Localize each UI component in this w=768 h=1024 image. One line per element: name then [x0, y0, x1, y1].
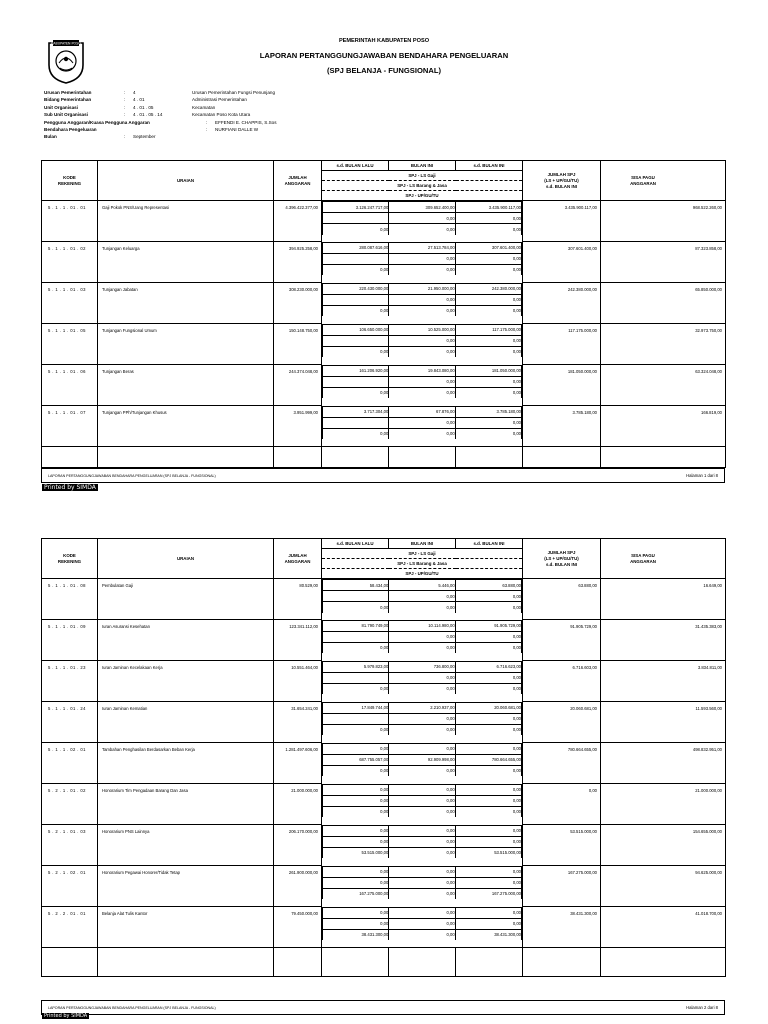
sisa-pagu: 3.834.811,00 — [601, 661, 726, 702]
jumlah-anggaran: 261.900.000,00 — [274, 866, 322, 907]
spj-breakdown — [322, 907, 523, 948]
kode-rekening: 5 . 1 . 1 . 01 . 01 — [42, 201, 98, 242]
kode-rekening: 5 . 2 . 1 . 01 . 02 — [42, 784, 98, 825]
col-kode: KODE REKENING — [42, 161, 98, 201]
spj-value: 0,00 — [455, 683, 521, 694]
spj-value: 81.790.749,00 — [323, 620, 389, 631]
spj-value: 3.717.304,00 — [323, 406, 389, 417]
sisa-pagu: 31.435.383,00 — [601, 620, 726, 661]
col-sd-bulan-lalu: s.d. BULAN LALU — [322, 161, 389, 171]
table-row — [42, 201, 726, 242]
jumlah-spj: 91.905.729,00 — [523, 620, 601, 661]
info-code: 4 . 01 . 05 . 14 — [133, 112, 163, 118]
spj-breakdown — [322, 406, 523, 447]
spj-value: 167.275.000,00 — [323, 888, 389, 899]
jumlah-anggaran: 123.341.112,00 — [274, 620, 322, 661]
spj-breakdown — [322, 784, 523, 825]
spj-value: 0,00 — [323, 642, 389, 653]
jumlah-spj: 6.716.603,00 — [523, 661, 601, 702]
spj-value: 0,00 — [389, 376, 455, 387]
spj-value: 0,00 — [389, 784, 455, 795]
spj-value: 0,00 — [455, 213, 521, 224]
info-name: Kecamatan — [192, 104, 216, 110]
kode-rekening: 5 . 1 . 1 . 01 . 08 — [42, 579, 98, 620]
spj-breakdown — [322, 365, 523, 406]
spj-value: 0,00 — [389, 631, 455, 642]
spj-value: 0,00 — [455, 672, 521, 683]
spj-value: 0,00 — [389, 642, 455, 653]
spj-value: 0,00 — [323, 907, 389, 918]
footer-label: LAPORAN PERTANGGUNGJAWABAN BENDAHARA PENGELUARAN (SPJ BELANJA - FUNGSIONAL) — [48, 1006, 216, 1010]
spj-value: 38.431.300,00 — [323, 929, 389, 940]
poso-regency-logo — [45, 37, 87, 85]
col-uraian: URAIAN — [98, 161, 274, 201]
spj-value: 0,00 — [455, 631, 521, 642]
info-label: Unit Organisasi — [44, 104, 78, 110]
spj-value: 0,00 — [389, 602, 455, 613]
sisa-pagu: 65.850.000,00 — [601, 283, 726, 324]
spj-value: 0,00 — [323, 795, 389, 806]
info-name: Kecamatan Poso Kota Utara — [192, 112, 251, 118]
info-value: NURFIANI DALLE W — [215, 126, 259, 132]
spj-value: 0,00 — [389, 918, 455, 929]
spj-value: 0,00 — [389, 825, 455, 836]
jumlah-anggaran: 244.374.048,00 — [274, 365, 322, 406]
col-jumlah-spj: JUMLAH SPJ (LS + UP/GU/TU) s.d. BULAN INI — [523, 161, 601, 201]
spj-value: 0,00 — [455, 253, 521, 264]
spj-breakdown — [322, 283, 523, 324]
info-label: Bulan — [44, 134, 57, 140]
spj-value: 0,00 — [389, 907, 455, 918]
spj-value: 0,00 — [389, 305, 455, 316]
jumlah-anggaran: 4.396.422.377,00 — [274, 201, 322, 242]
spj-value: 0,00 — [389, 264, 455, 275]
empty-row — [42, 948, 726, 977]
table-row — [42, 825, 726, 866]
info-label: Urusan Pemerintahan — [44, 90, 92, 95]
spj-value: 5.446,00 — [389, 580, 455, 591]
spj-value: 53.515.000,00 — [323, 847, 389, 858]
spj-value: 0,00 — [455, 877, 521, 888]
spj-value: 242.380.000,00 — [455, 283, 521, 294]
spj-value: 0,00 — [455, 836, 521, 847]
spj-value: 0,00 — [455, 806, 521, 817]
spj-value: 0,00 — [455, 264, 521, 275]
spj-table-page2 — [41, 538, 726, 977]
kode-rekening: 5 . 2 . 1 . 01 . 03 — [42, 825, 98, 866]
page-footer — [41, 468, 725, 483]
spj-value: 0,00 — [455, 417, 521, 428]
spj-value: 0,00 — [323, 825, 389, 836]
spj-value: 309.652.400,00 — [389, 202, 455, 213]
info-code: 4 . 01 — [133, 97, 145, 103]
spj-value: 0,00 — [455, 294, 521, 305]
spj-breakdown — [322, 579, 523, 620]
spj-value: 0,00 — [455, 335, 521, 346]
svg-text:KABUPATEN POSO: KABUPATEN POSO — [51, 41, 81, 46]
spj-value: 0,00 — [455, 907, 521, 918]
col-sd-bulan-lalu: s.d. BULAN LALU — [322, 539, 389, 549]
spj-value: 0,00 — [455, 591, 521, 602]
spj-value: 0,00 — [455, 724, 521, 735]
spj-value: 280.087.616,00 — [323, 242, 389, 253]
table-row — [42, 907, 726, 948]
sisa-pagu: 154.655.000,00 — [601, 825, 726, 866]
gov-title: PEMERINTAH KABUPATEN POSO — [338, 38, 430, 44]
spj-value: 181.050.000,00 — [455, 365, 521, 376]
spj-breakdown — [322, 324, 523, 365]
spj-value: 0,00 — [323, 765, 389, 776]
spj-value: 38.431.300,00 — [455, 929, 521, 940]
sisa-pagu: 87.323.858,00 — [601, 242, 726, 283]
footer-label: LAPORAN PERTANGGUNGJAWABAN BENDAHARA PENGELUARAN (SPJ BELANJA - FUNGSIONAL) — [48, 474, 216, 478]
col-uraian: URAIAN — [98, 539, 274, 579]
jumlah-anggaran: 150.148.750,00 — [274, 324, 322, 365]
info-code: 4 — [133, 90, 136, 95]
jumlah-anggaran: 308.230.000,00 — [274, 283, 322, 324]
spj-breakdown — [322, 702, 523, 743]
info-label: Sub Unit Organisasi — [44, 112, 88, 118]
page-number: Halaman 1 dari 8 — [686, 473, 718, 478]
spj-value: 21.950.000,00 — [389, 283, 455, 294]
spj-value: 0,00 — [323, 724, 389, 735]
uraian: Tunjangan Keluarga — [98, 242, 274, 283]
spj-breakdown — [322, 866, 523, 907]
spj-value: 0,00 — [389, 387, 455, 398]
table-row — [42, 579, 726, 620]
col-anggaran: JUMLAH ANGGARAN — [274, 539, 322, 579]
kode-rekening: 5 . 1 . 1 . 02 . 01 — [42, 743, 98, 784]
jumlah-spj: 20.060.681,00 — [523, 702, 601, 743]
spj-value: 0,00 — [389, 866, 455, 877]
spj-value: 0,00 — [389, 417, 455, 428]
uraian: Honorarium Pegawai Honorer/Tidak Tetap — [98, 866, 274, 907]
table-row — [42, 365, 726, 406]
info-value: EFFENDI E. CHAPPIS, S.Sos — [215, 119, 277, 125]
spj-value: 0,00 — [323, 806, 389, 817]
table-row — [42, 784, 726, 825]
col-sd-bulan-ini: s.d. BULAN INI — [456, 161, 523, 171]
spj-value: 0,00 — [389, 743, 455, 754]
spj-value: 0,00 — [455, 428, 521, 439]
spj-value: 0,00 — [389, 847, 455, 858]
spj-value: 0,00 — [323, 602, 389, 613]
jumlah-anggaran: 79.450.000,00 — [274, 907, 322, 948]
table-row — [42, 661, 726, 702]
sisa-pagu: 63.324.048,00 — [601, 365, 726, 406]
spj-breakdown — [322, 620, 523, 661]
spj-value: 0,00 — [455, 346, 521, 357]
spj-value — [323, 713, 389, 724]
spj-value: 0,00 — [323, 428, 389, 439]
spj-value: 0,00 — [455, 224, 521, 235]
spj-value: 0,00 — [389, 765, 455, 776]
spj-value: 0,00 — [455, 387, 521, 398]
spj-value: 307.601.400,00 — [455, 242, 521, 253]
jumlah-spj: 780.664.655,00 — [523, 743, 601, 784]
sisa-pagu: 41.018.700,00 — [601, 907, 726, 948]
uraian: Tunjangan Jabatan — [98, 283, 274, 324]
spj-value: 17.849.744,00 — [323, 702, 389, 713]
spj-value: 0,00 — [323, 683, 389, 694]
spj-value: 27.513.784,00 — [389, 242, 455, 253]
info-name: Urusan Pemerintahan Fungsi Penunjang — [192, 90, 275, 95]
spj-value: 6.716.623,00 — [455, 661, 521, 672]
spj-value: 0,00 — [389, 713, 455, 724]
spj-value: 117.175.000,00 — [455, 324, 521, 335]
spj-value: 92.909.998,00 — [389, 754, 455, 765]
table-row — [42, 406, 726, 447]
spj-value: 0,00 — [455, 713, 521, 724]
col-sisa-pagu: SISA PAGU ANGGARAN — [601, 539, 726, 579]
col-bulan-ini: BULAN INI — [389, 539, 456, 549]
spj-value: 53.515.000,00 — [455, 847, 521, 858]
spj-value — [323, 672, 389, 683]
page-footer — [41, 1000, 725, 1015]
spj-value: 3.126.247.717,00 — [323, 202, 389, 213]
spj-ls-gaji-label: SPJ - LS Gaji — [322, 171, 523, 181]
spj-ls-barang-label: SPJ - LS Barang & Jasa — [322, 559, 523, 569]
spj-value: 10.525.000,00 — [389, 324, 455, 335]
spj-value: 0,00 — [389, 213, 455, 224]
spj-value: 736.800,00 — [389, 661, 455, 672]
spj-value: 3.435.900.117,00 — [455, 202, 521, 213]
jumlah-anggaran: 206.170.000,00 — [274, 825, 322, 866]
sisa-pagu: 166.819,00 — [601, 406, 726, 447]
spj-value: 0,00 — [455, 866, 521, 877]
kode-rekening: 5 . 2 . 1 . 02 . 01 — [42, 866, 98, 907]
spj-value: 0,00 — [389, 346, 455, 357]
jumlah-anggaran: 394.925.258,00 — [274, 242, 322, 283]
spj-value — [323, 591, 389, 602]
spj-value: 0,00 — [389, 795, 455, 806]
spj-value: 0,00 — [455, 765, 521, 776]
spj-value: 0,00 — [455, 918, 521, 929]
sisa-pagu: 11.593.560,00 — [601, 702, 726, 743]
col-sisa-pagu: SISA PAGU ANGGARAN — [601, 161, 726, 201]
spj-value: 0,00 — [323, 224, 389, 235]
jumlah-spj: 63.880,00 — [523, 579, 601, 620]
spj-value: 0,00 — [389, 836, 455, 847]
spj-value: 67.876,00 — [389, 406, 455, 417]
uraian: Iuran Jaminan Kematian — [98, 702, 274, 743]
spj-value: 0,00 — [389, 591, 455, 602]
spj-value: 0,00 — [455, 784, 521, 795]
spj-value: 0,00 — [389, 224, 455, 235]
spj-value: 687.755.057,00 — [323, 754, 389, 765]
spj-value — [323, 213, 389, 224]
table-row — [42, 866, 726, 907]
info-name: Administrasi Pemerintahan — [192, 97, 247, 103]
spj-value: 0,00 — [389, 672, 455, 683]
table-row — [42, 324, 726, 365]
sisa-pagu: 21.000.000,00 — [601, 784, 726, 825]
kode-rekening: 5 . 1 . 1 . 01 . 24 — [42, 702, 98, 743]
col-bulan-ini: BULAN INI — [389, 161, 456, 171]
jumlah-spj: 117.175.000,00 — [523, 324, 601, 365]
uraian: Iuran Jaminan Kecelakaan Kerja — [98, 661, 274, 702]
jumlah-anggaran: 3.951.999,00 — [274, 406, 322, 447]
spj-value: 0,00 — [389, 929, 455, 940]
spj-value: 0,00 — [323, 346, 389, 357]
kode-rekening: 5 . 1 . 1 . 01 . 06 — [42, 365, 98, 406]
spj-value: 0,00 — [323, 866, 389, 877]
jumlah-spj: 0,00 — [523, 784, 601, 825]
spj-value — [323, 376, 389, 387]
jumlah-spj: 242.380.000,00 — [523, 283, 601, 324]
table-row — [42, 283, 726, 324]
printed-by-brand: Printed by SIMDA — [44, 484, 96, 491]
spj-value: 0,00 — [389, 877, 455, 888]
jumlah-spj: 3.435.900.117,00 — [523, 201, 601, 242]
jumlah-anggaran: 80.529,00 — [274, 579, 322, 620]
info-label: Pengguna Anggaran/Kuasa Pengguna Anggaran — [44, 119, 150, 125]
table-row — [42, 743, 726, 784]
table-row — [42, 242, 726, 283]
spj-value: 0,00 — [323, 743, 389, 754]
spj-value: 0,00 — [455, 743, 521, 754]
spj-value: 0,00 — [323, 918, 389, 929]
spj-value: 0,00 — [323, 264, 389, 275]
spj-value: 0,00 — [389, 888, 455, 899]
info-label: Bidang Pemerintahan — [44, 97, 92, 103]
uraian: Pembulatan Gaji — [98, 579, 274, 620]
kode-rekening: 5 . 1 . 1 . 01 . 07 — [42, 406, 98, 447]
uraian: Belanja Alat Tulis Kantor — [98, 907, 274, 948]
spj-value: 5.979.823,00 — [323, 661, 389, 672]
jumlah-anggaran: 21.000.000,00 — [274, 784, 322, 825]
spj-value: 0,00 — [455, 602, 521, 613]
spj-value: 2.210.937,00 — [389, 702, 455, 713]
spj-table-page1 — [41, 160, 726, 468]
uraian: Honorarium Tim Pengadaan Barang Dan Jasa — [98, 784, 274, 825]
spj-value: 0,00 — [389, 335, 455, 346]
table-row — [42, 620, 726, 661]
kode-rekening: 5 . 1 . 1 . 01 . 09 — [42, 620, 98, 661]
spj-value: 167.275.000,00 — [455, 888, 521, 899]
spj-value: 63.880,00 — [455, 580, 521, 591]
col-sd-bulan-ini: s.d. BULAN INI — [456, 539, 523, 549]
spj-value: 0,00 — [455, 305, 521, 316]
spj-value: 0,00 — [323, 877, 389, 888]
kode-rekening: 5 . 1 . 1 . 01 . 05 — [42, 324, 98, 365]
spj-value: 0,00 — [389, 806, 455, 817]
printed-by-brand: Printed by SIMDA — [44, 1013, 88, 1019]
jumlah-anggaran: 31.654.241,00 — [274, 702, 322, 743]
spj-value: 3.785.180,00 — [455, 406, 521, 417]
spj-value: 0,00 — [455, 795, 521, 806]
sisa-pagu: 94.625.000,00 — [601, 866, 726, 907]
col-kode: KODE REKENING — [42, 539, 98, 579]
col-anggaran: JUMLAH ANGGARAN — [274, 161, 322, 201]
report-subtitle: (SPJ BELANJA - FUNGSIONAL) — [326, 66, 442, 75]
spj-value: 20.060.681,00 — [455, 702, 521, 713]
spj-value: 0,00 — [455, 376, 521, 387]
info-label: Bendahara Pengeluaran — [44, 126, 97, 132]
uraian: Iuran Asuransi Kesehatan — [98, 620, 274, 661]
kode-rekening: 5 . 1 . 1 . 01 . 02 — [42, 242, 98, 283]
spj-value: 0,00 — [323, 784, 389, 795]
uraian: Tunjangan PPh/Tunjangan Khusus — [98, 406, 274, 447]
spj-breakdown — [322, 743, 523, 784]
spj-value — [323, 417, 389, 428]
jumlah-spj: 53.515.000,00 — [523, 825, 601, 866]
spj-ls-barang-label: SPJ - LS Barang & Jasa — [322, 181, 523, 191]
spj-value — [323, 335, 389, 346]
spj-up-label: SPJ - UP/GU/TU — [322, 569, 523, 579]
info-code: 4 . 01 . 05 — [133, 104, 154, 110]
uraian: Honorarium PNS Lainnya — [98, 825, 274, 866]
kode-rekening: 5 . 2 . 2 . 01 . 01 — [42, 907, 98, 948]
spj-value: 0,00 — [455, 642, 521, 653]
spj-value — [323, 631, 389, 642]
spj-value: 780.664.655,00 — [455, 754, 521, 765]
page-number: Halaman 2 dari 8 — [686, 1005, 718, 1010]
jumlah-spj: 3.785.180,00 — [523, 406, 601, 447]
spj-value: 0,00 — [455, 825, 521, 836]
spj-value: 0,00 — [389, 683, 455, 694]
sisa-pagu: 16.649,00 — [601, 579, 726, 620]
spj-value: 220.430.000,00 — [323, 283, 389, 294]
spj-value: 0,00 — [323, 305, 389, 316]
spj-breakdown — [322, 825, 523, 866]
spj-value: 19.843.080,00 — [389, 365, 455, 376]
spj-value: 161.206.920,00 — [323, 365, 389, 376]
uraian: Gaji Pokok PNS/Uang Representasi — [98, 201, 274, 242]
info-value: September — [133, 134, 156, 140]
kode-rekening: 5 . 1 . 1 . 01 . 23 — [42, 661, 98, 702]
spj-value: 0,00 — [323, 836, 389, 847]
spj-value: 58.434,00 — [323, 580, 389, 591]
spj-value: 0,00 — [323, 387, 389, 398]
col-jumlah-spj: JUMLAH SPJ (LS + UP/GU/TU) s.d. BULAN INI — [523, 539, 601, 579]
sisa-pagu: 32.973.750,00 — [601, 324, 726, 365]
jumlah-anggaran: 1.281.497.606,00 — [274, 743, 322, 784]
spj-ls-gaji-label: SPJ - LS Gaji — [322, 549, 523, 559]
jumlah-spj: 38.431.300,00 — [523, 907, 601, 948]
sisa-pagu: 968.522.260,00 — [601, 201, 726, 242]
spj-breakdown — [322, 201, 523, 242]
spj-value: 0,00 — [389, 253, 455, 264]
spj-up-label: SPJ - UP/GU/TU — [322, 191, 523, 201]
spj-value: 0,00 — [389, 724, 455, 735]
table-row — [42, 702, 726, 743]
jumlah-spj: 307.601.400,00 — [523, 242, 601, 283]
spj-value — [323, 294, 389, 305]
spj-value: 106.650.000,00 — [323, 324, 389, 335]
uraian: Tambahan Penghasilan Berdasarkan Beban Kerja — [98, 743, 274, 784]
uraian: Tunjangan Beras — [98, 365, 274, 406]
sisa-pagu: 498.832.951,00 — [601, 743, 726, 784]
spj-value: 0,00 — [389, 294, 455, 305]
spj-value: 0,00 — [389, 428, 455, 439]
kode-rekening: 5 . 1 . 1 . 01 . 03 — [42, 283, 98, 324]
spj-breakdown — [322, 661, 523, 702]
jumlah-anggaran: 10.551.464,00 — [274, 661, 322, 702]
uraian: Tunjangan Fungsional Umum — [98, 324, 274, 365]
spj-breakdown — [322, 242, 523, 283]
jumlah-spj: 181.050.000,00 — [523, 365, 601, 406]
spj-value: 10.114.980,00 — [389, 620, 455, 631]
jumlah-spj: 167.275.000,00 — [523, 866, 601, 907]
report-title: LAPORAN PERTANGGUNGJAWABAN BENDAHARA PENGELUARAN — [259, 51, 509, 60]
empty-row — [42, 447, 726, 468]
spj-value — [323, 253, 389, 264]
spj-value: 91.905.729,00 — [455, 620, 521, 631]
